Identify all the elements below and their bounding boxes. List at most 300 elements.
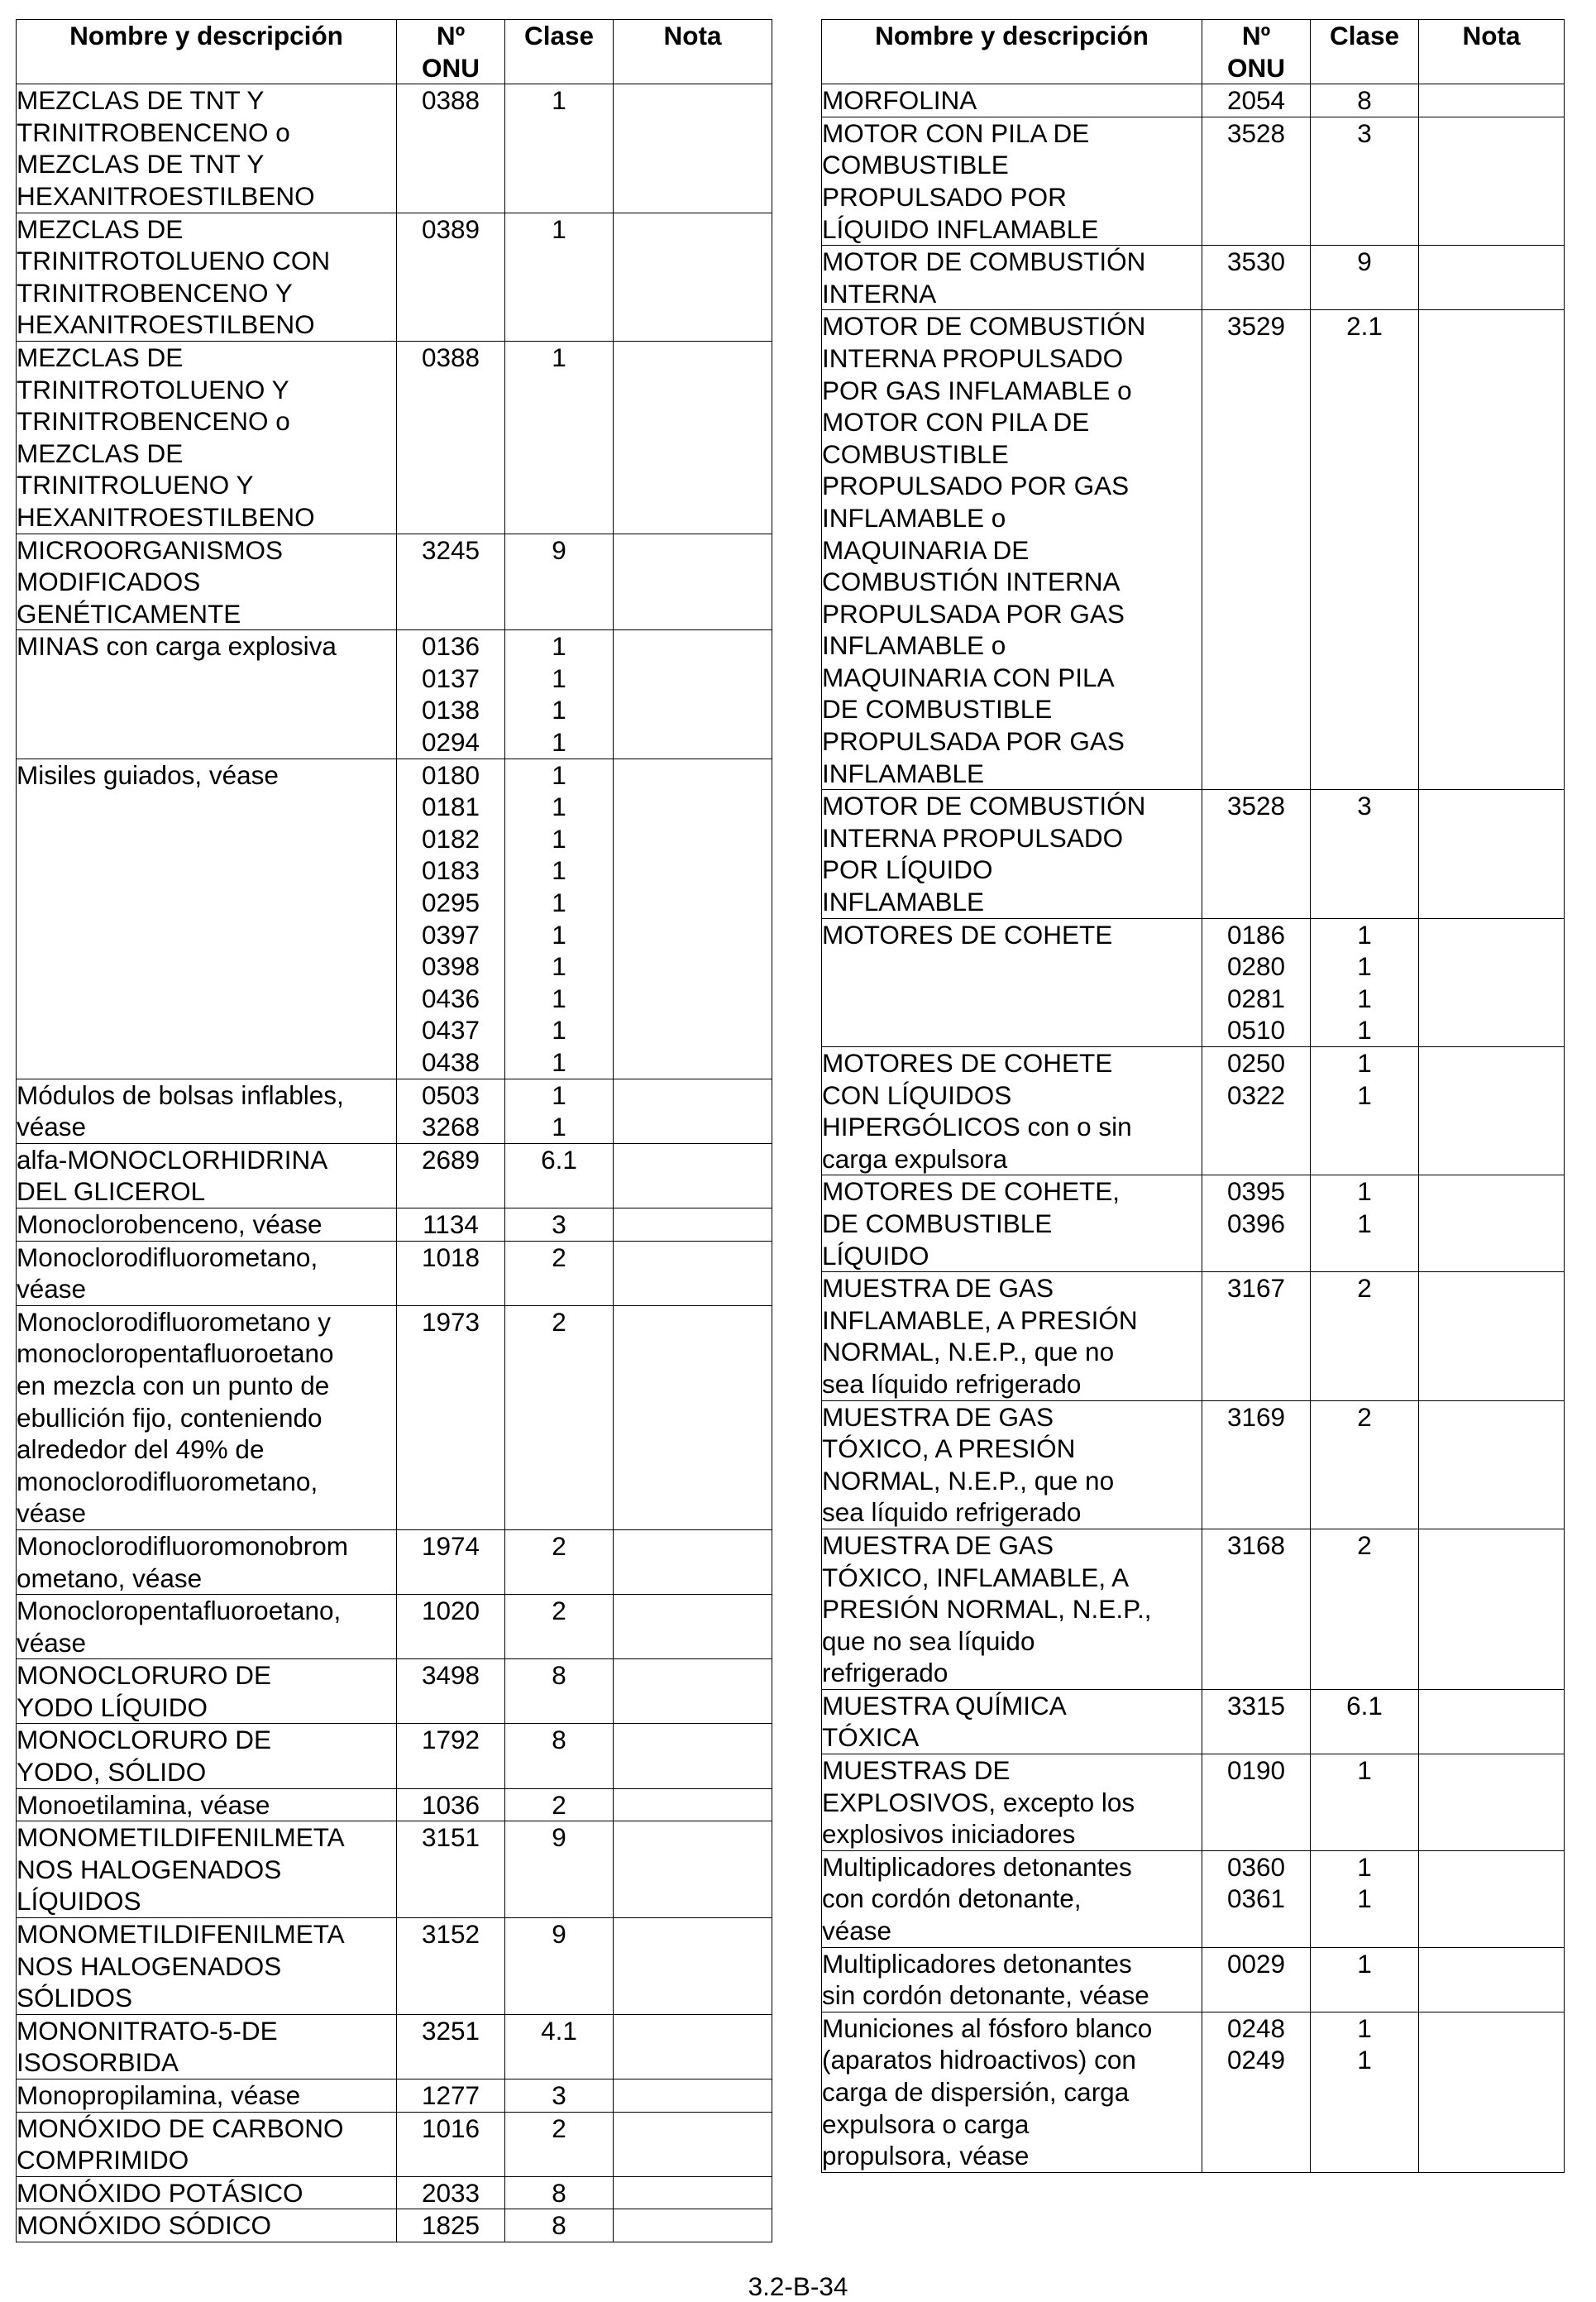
cell-name — [17, 84, 397, 213]
cell-onu-line: 3152 — [421, 1919, 480, 1950]
table-row — [17, 759, 772, 1079]
cell-clase — [1311, 1689, 1419, 1754]
cell-name — [822, 2012, 1202, 2172]
cell-name-line: MONÓXIDO DE CARBONO — [17, 2113, 344, 2143]
cell-name-line: MOTORES DE COHETE — [822, 1048, 1113, 1078]
header-onu-line: Nº — [1241, 21, 1271, 50]
cell-clase-line: 1 — [552, 823, 566, 854]
cell-onu-line: 0510 — [1226, 1015, 1286, 1046]
cell-onu — [1202, 1947, 1311, 2012]
table-row — [822, 918, 1565, 1046]
cell-onu — [1202, 1272, 1311, 1400]
cell-name-line: en mezcla con un punto de — [17, 1370, 330, 1400]
cell-onu-line: 3245 — [421, 534, 480, 565]
cell-name — [822, 117, 1202, 245]
table-row — [822, 790, 1565, 918]
cell-name-line: CON LÍQUIDOS — [822, 1079, 1012, 1110]
cell-onu-line: 0250 — [1226, 1048, 1286, 1078]
cell-name-line: COMBUSTIBLE — [822, 438, 1009, 469]
table-row — [822, 1689, 1565, 1754]
cell-onu-line: 3167 — [1226, 1273, 1286, 1304]
cell-name-line: TÓXICO, INFLAMABLE, A — [822, 1562, 1130, 1592]
cell-name-line: HIPERGÓLICOS con o sin — [822, 1112, 1132, 1142]
cell-clase-line: 1 — [1357, 1851, 1372, 1882]
cell-onu — [397, 1724, 505, 1788]
cell-name-line: TRINITROTOLUENO Y — [17, 374, 289, 404]
table-row — [17, 630, 772, 759]
cell-clase — [505, 341, 614, 534]
cell-name — [17, 2176, 397, 2209]
cell-name-line: sea líquido refrigerado — [822, 1368, 1082, 1399]
cell-nota — [614, 213, 772, 341]
cell-nota — [1419, 1400, 1565, 1529]
cell-name-line: MEZCLAS DE — [17, 213, 184, 244]
table-row — [17, 1079, 772, 1143]
cell-name-line: véase — [17, 1627, 87, 1658]
cell-name-line: POR GAS INFLAMABLE o — [822, 375, 1132, 405]
cell-clase-line: 1 — [1357, 1079, 1372, 1110]
cell-name — [17, 759, 397, 1079]
cell-onu-line: 0503 — [421, 1079, 480, 1110]
header-name: Nombre y descripción — [17, 20, 397, 84]
cell-onu-line: 0249 — [1226, 2045, 1286, 2075]
cell-name — [17, 2079, 397, 2113]
table-header-row — [17, 20, 772, 84]
header-onu-line: ONU — [422, 52, 480, 83]
cell-name-line: MONOCLORURO DE — [17, 1660, 272, 1691]
cell-name-line: Monoclorodifluorometano, — [17, 1242, 318, 1272]
cell-name — [822, 918, 1202, 1046]
cell-clase — [505, 1788, 614, 1821]
cell-name-line: EXPLOSIVOS, excepto los — [822, 1787, 1135, 1817]
cell-name — [822, 84, 1202, 117]
cell-name-line: Monopropilamina, véase — [17, 2080, 301, 2110]
cell-clase — [1311, 246, 1419, 310]
cell-name-line: que no sea líquido — [822, 1625, 1035, 1656]
cell-name-line: NORMAL, N.E.P., que no — [822, 1337, 1115, 1367]
cell-name-line: TRINITROTOLUENO CON — [17, 246, 331, 276]
cell-onu — [397, 2112, 505, 2176]
cell-name — [822, 1400, 1202, 1529]
table-row — [822, 1047, 1565, 1175]
table-row — [822, 1529, 1565, 1689]
cell-name-line: HEXANITROESTILBENO — [17, 309, 315, 340]
cell-clase — [505, 1208, 614, 1241]
cell-clase-line: 1 — [552, 983, 566, 1013]
cell-clase-line: 1 — [1357, 1048, 1372, 1078]
header-onu-line: Nº — [436, 21, 466, 50]
cell-name-line: MINAS con carga explosiva — [17, 631, 337, 662]
cell-onu-line: 1825 — [421, 2210, 480, 2241]
cell-onu-line: 0322 — [1226, 1079, 1286, 1110]
table-row — [17, 213, 772, 341]
table-row — [822, 2012, 1565, 2172]
cell-name — [17, 1529, 397, 1594]
cell-name — [822, 310, 1202, 790]
cell-clase-line: 6.1 — [1346, 1690, 1383, 1721]
page-number: 3.2-B-34 — [748, 2271, 848, 2301]
cell-name-line: SÓLIDOS — [17, 1983, 133, 2013]
cell-clase-line: 1 — [1357, 2012, 1372, 2043]
cell-name — [17, 1079, 397, 1143]
table-row — [17, 1529, 772, 1594]
cell-onu-line: 0183 — [421, 855, 480, 886]
cell-name-line: INFLAMABLE — [822, 887, 985, 917]
cell-name-line: NORMAL, N.E.P., que no — [822, 1465, 1115, 1496]
cell-onu-line: 0398 — [421, 951, 480, 982]
table-row — [17, 1595, 772, 1659]
cell-name — [17, 1821, 397, 1918]
cell-clase — [505, 213, 614, 341]
table-row — [822, 246, 1565, 310]
cell-name-line: MOTOR DE COMBUSTIÓN — [822, 311, 1146, 342]
table-row — [17, 1724, 772, 1788]
cell-nota — [1419, 1175, 1565, 1272]
cell-nota — [614, 2209, 772, 2242]
table-row — [17, 84, 772, 213]
cell-name-line: Multiplicadores detonantes — [822, 1851, 1132, 1882]
cell-name-line: NOS HALOGENADOS — [17, 1950, 282, 1981]
cell-nota — [614, 630, 772, 759]
table-row — [822, 1947, 1565, 2012]
cell-name-line: Multiplicadores detonantes — [822, 1948, 1132, 1979]
cell-clase — [505, 2176, 614, 2209]
cell-clase — [505, 759, 614, 1079]
cell-name-line: TRINITROBENCENO o — [17, 117, 290, 147]
cell-onu-line: 0248 — [1226, 2012, 1286, 2043]
cell-name-line: TRINITROBENCENO o — [17, 406, 290, 437]
table-header-row — [822, 20, 1565, 84]
table-row — [822, 1272, 1565, 1400]
cell-onu — [1202, 1529, 1311, 1689]
cell-name-line: TRINITROLUENO Y — [17, 470, 254, 500]
cell-name-line: MAQUINARIA DE — [822, 534, 1030, 565]
cell-onu-line: 0295 — [421, 888, 480, 918]
cell-onu — [397, 213, 505, 341]
cell-clase-line: 1 — [1357, 2045, 1372, 2075]
cell-onu-line: 3268 — [421, 1112, 480, 1142]
cell-onu — [397, 1143, 505, 1208]
cell-name — [17, 1659, 397, 1724]
cell-clase-line: 1 — [1357, 1883, 1372, 1914]
cell-onu-line: 0190 — [1226, 1755, 1286, 1786]
cell-onu-line: 0388 — [421, 85, 480, 116]
cell-nota — [1419, 117, 1565, 245]
cell-onu-line: 0360 — [1226, 1851, 1286, 1882]
cell-nota — [1419, 790, 1565, 918]
cell-clase-line: 9 — [552, 534, 566, 565]
cell-name-line: TÓXICA — [822, 1722, 920, 1753]
cell-nota — [1419, 1529, 1565, 1689]
cell-onu — [1202, 1047, 1311, 1175]
cell-nota — [614, 1918, 772, 2015]
cell-name-line: carga expulsora — [822, 1143, 1008, 1174]
cell-name-line: carga de dispersión, carga — [822, 2077, 1130, 2107]
cell-clase-line: 3 — [1357, 791, 1372, 821]
cell-clase — [505, 1918, 614, 2015]
cell-name-line: MEZCLAS DE — [17, 342, 184, 372]
cell-name — [17, 1305, 397, 1529]
cell-name-line: MOTOR CON PILA DE — [822, 407, 1090, 438]
cell-name — [17, 1595, 397, 1659]
header-clase: Clase — [1311, 20, 1419, 84]
cell-clase — [1311, 2012, 1419, 2172]
cell-name-line: COMPRIMIDO — [17, 2145, 189, 2175]
cell-onu-line: 0388 — [421, 342, 480, 372]
cell-name-line: LÍQUIDO INFLAMABLE — [822, 213, 1099, 244]
cell-name-line: MEZCLAS DE TNT Y — [17, 149, 265, 179]
cell-clase — [1311, 1947, 1419, 2012]
cell-name-line: ebullición fijo, conteniendo — [17, 1402, 323, 1433]
cell-name-line: MUESTRAS DE — [822, 1755, 1011, 1786]
cell-clase-line: 1 — [1357, 951, 1372, 982]
cell-clase-line: 1 — [552, 759, 566, 790]
cell-name — [822, 1047, 1202, 1175]
cell-clase — [1311, 1754, 1419, 1851]
cell-onu — [397, 1918, 505, 2015]
cell-name-line: HEXANITROESTILBENO — [17, 180, 315, 211]
cell-name-line: véase — [17, 1274, 87, 1304]
cell-name-line: DE COMBUSTIBLE — [822, 694, 1053, 725]
cell-clase-line: 9 — [552, 1822, 566, 1853]
cell-nota — [1419, 1754, 1565, 1851]
cell-onu — [397, 1305, 505, 1529]
cell-clase-line: 1 — [552, 1079, 566, 1110]
cell-name-line: MOTOR DE COMBUSTIÓN — [822, 246, 1146, 277]
table-row — [17, 341, 772, 534]
cell-name-line: ometano, véase — [17, 1563, 203, 1593]
cell-onu-line: 0361 — [1226, 1883, 1286, 1914]
cell-clase-line: 1 — [1357, 1176, 1372, 1207]
cell-nota — [614, 2112, 772, 2176]
cell-onu-line: 1792 — [421, 1725, 480, 1755]
cell-clase-line: 1 — [552, 888, 566, 918]
cell-clase-line: 1 — [552, 695, 566, 725]
cell-nota — [614, 84, 772, 213]
cell-nota — [1419, 1272, 1565, 1400]
cell-name-line: HEXANITROESTILBENO — [17, 501, 315, 532]
cell-onu-line: 1277 — [421, 2080, 480, 2110]
cell-onu-line: 0136 — [421, 631, 480, 662]
cell-clase — [505, 630, 614, 759]
cell-nota — [614, 1143, 772, 1208]
cell-clase-line: 8 — [552, 2210, 566, 2241]
cell-clase-line: 1 — [552, 1112, 566, 1142]
cell-onu — [397, 2079, 505, 2113]
cell-name-line: INFLAMABLE o — [822, 502, 1006, 533]
cell-onu-line: 0397 — [421, 919, 480, 950]
cell-clase-line: 1 — [1357, 1948, 1372, 1979]
cell-clase — [505, 1659, 614, 1724]
cell-clase-line: 1 — [552, 631, 566, 662]
cell-onu-line: 0029 — [1226, 1948, 1286, 1979]
table-row — [17, 1241, 772, 1305]
cell-onu-line: 2033 — [421, 2177, 480, 2208]
cell-clase — [505, 1143, 614, 1208]
cell-onu-line: 0137 — [421, 663, 480, 693]
cell-onu — [1202, 1175, 1311, 1272]
cell-onu — [397, 630, 505, 759]
table-row — [17, 1918, 772, 2015]
cell-clase — [1311, 1272, 1419, 1400]
table-row — [17, 2176, 772, 2209]
cell-onu-line: 0438 — [421, 1047, 480, 1077]
cell-onu — [397, 759, 505, 1079]
cell-clase-line: 6.1 — [541, 1144, 577, 1175]
cell-nota — [614, 341, 772, 534]
cell-nota — [614, 1241, 772, 1305]
table-row — [822, 1175, 1565, 1272]
cell-clase — [505, 1821, 614, 1918]
cell-onu-line: 1974 — [421, 1530, 480, 1561]
cell-clase — [1311, 1400, 1419, 1529]
cell-name — [17, 1241, 397, 1305]
cell-name-line: MOTOR CON PILA DE — [822, 117, 1090, 148]
cell-name-line: MORFOLINA — [822, 85, 977, 116]
cell-name — [17, 1724, 397, 1788]
cell-onu-line: 1018 — [421, 1242, 480, 1272]
cell-name-line: Monoclorodifluoromonobrom — [17, 1530, 348, 1561]
header-onu-line: ONU — [1227, 52, 1285, 83]
cell-onu-line: 3530 — [1226, 246, 1286, 277]
cell-name-line: MOTORES DE COHETE — [822, 919, 1113, 950]
cell-name-line: MODIFICADOS — [17, 567, 201, 597]
cell-clase — [505, 2112, 614, 2176]
cell-name — [17, 1918, 397, 2015]
cell-onu — [1202, 246, 1311, 310]
cell-onu-line: 0182 — [421, 823, 480, 854]
cell-name-line: MEZCLAS DE TNT Y — [17, 85, 265, 116]
cell-name — [17, 2209, 397, 2242]
cell-nota — [614, 534, 772, 630]
table-row — [822, 84, 1565, 117]
cell-onu-line: 3528 — [1226, 117, 1286, 148]
cell-name-line: Municiones al fósforo blanco — [822, 2012, 1153, 2043]
cell-clase — [1311, 1047, 1419, 1175]
cell-name — [822, 1850, 1202, 1947]
cell-onu-line: 3315 — [1226, 1690, 1286, 1721]
cell-onu — [1202, 1400, 1311, 1529]
cell-onu-line: 3151 — [421, 1822, 480, 1853]
cell-name-line: INFLAMABLE, A PRESIÓN — [822, 1304, 1138, 1335]
cell-onu-line: 3168 — [1226, 1529, 1286, 1560]
cell-nota — [614, 759, 772, 1079]
cell-name-line: COMBUSTIBLE — [822, 150, 1009, 180]
cell-onu-line: 1973 — [421, 1306, 480, 1337]
cell-clase-line: 1 — [552, 951, 566, 982]
cell-nota — [1419, 1850, 1565, 1947]
table-row — [17, 2209, 772, 2242]
cell-name-line: MONÓXIDO POTÁSICO — [17, 2177, 303, 2208]
cell-clase-line: 2.1 — [1346, 311, 1383, 342]
cell-onu — [1202, 1754, 1311, 1851]
cell-name-line: refrigerado — [822, 1658, 949, 1688]
table-row — [822, 1754, 1565, 1851]
cell-nota — [614, 1305, 772, 1529]
table-row — [17, 1305, 772, 1529]
cell-name-line: INTERNA — [822, 278, 937, 309]
table-row — [17, 1143, 772, 1208]
cell-nota — [1419, 1047, 1565, 1175]
cell-clase-line: 1 — [552, 919, 566, 950]
cell-name-line: MICROORGANISMOS — [17, 534, 284, 565]
cell-name-line: LÍQUIDO — [822, 1240, 929, 1271]
cell-name — [17, 1788, 397, 1821]
cell-name-line: MUESTRA DE GAS — [822, 1273, 1054, 1304]
dangerous-goods-table-right — [821, 19, 1565, 2173]
cell-clase — [1311, 790, 1419, 918]
cell-clase-line: 2 — [1357, 1529, 1372, 1560]
cell-clase — [505, 2014, 614, 2079]
cell-name — [17, 2014, 397, 2079]
cell-clase-line: 3 — [552, 2080, 566, 2110]
table-row — [822, 1400, 1565, 1529]
cell-name — [17, 341, 397, 534]
cell-onu — [1202, 2012, 1311, 2172]
cell-onu-line: 3528 — [1226, 791, 1286, 821]
cell-nota — [1419, 246, 1565, 310]
cell-onu — [1202, 1689, 1311, 1754]
cell-name-line: INTERNA PROPULSADO — [822, 822, 1124, 853]
cell-onu-line: 0138 — [421, 695, 480, 725]
cell-clase-line: 1 — [1357, 1208, 1372, 1238]
cell-name — [822, 1947, 1202, 2012]
cell-onu — [397, 534, 505, 630]
cell-name-line: Monoclorobenceno, véase — [17, 1208, 323, 1239]
cell-onu — [397, 1208, 505, 1241]
cell-name-line: MOTORES DE COHETE, — [822, 1176, 1120, 1207]
cell-clase-line: 8 — [552, 1725, 566, 1755]
cell-clase-line: 8 — [1357, 85, 1372, 116]
cell-name-line: alfa-MONOCLORHIDRINA — [17, 1144, 328, 1175]
table-row — [17, 2112, 772, 2176]
cell-name-line: INFLAMABLE — [822, 758, 985, 788]
table-row — [822, 310, 1565, 790]
cell-onu — [1202, 310, 1311, 790]
cell-name-line: (aparatos hidroactivos) con — [822, 2045, 1136, 2075]
cell-clase — [505, 2079, 614, 2113]
cell-name-line: COMBUSTIÓN INTERNA — [822, 567, 1121, 597]
cell-name-line: ISOSORBIDA — [17, 2047, 179, 2078]
table-row — [17, 1208, 772, 1241]
cell-nota — [1419, 1947, 1565, 2012]
cell-onu-line: 3529 — [1226, 311, 1286, 342]
cell-onu-line: 1036 — [421, 1789, 480, 1820]
cell-name-line: MAQUINARIA CON PILA — [822, 662, 1115, 692]
cell-name-line: MOTOR DE COMBUSTIÓN — [822, 791, 1146, 821]
cell-clase — [1311, 918, 1419, 1046]
cell-clase-line: 1 — [552, 663, 566, 693]
table-row — [17, 2014, 772, 2079]
cell-name-line: INFLAMABLE o — [822, 630, 1006, 661]
cell-name-line: véase — [17, 1498, 87, 1529]
cell-onu — [397, 1595, 505, 1659]
cell-name-line: MONOCLORURO DE — [17, 1725, 272, 1755]
cell-name-line: PRESIÓN NORMAL, N.E.P., — [822, 1594, 1152, 1625]
cell-onu-line: 0395 — [1226, 1176, 1286, 1207]
cell-onu-line: 3251 — [421, 2015, 480, 2046]
cell-clase-line: 3 — [552, 1208, 566, 1239]
cell-name-line: MEZCLAS DE — [17, 438, 184, 468]
cell-name-line: Módulos de bolsas inflables, — [17, 1079, 344, 1110]
header-name: Nombre y descripción — [822, 20, 1202, 84]
cell-clase — [505, 1305, 614, 1529]
cell-clase-line: 2 — [552, 1530, 566, 1561]
cell-clase — [505, 2209, 614, 2242]
table-row — [822, 1850, 1565, 1947]
cell-clase-line: 2 — [552, 1306, 566, 1337]
cell-nota — [614, 2079, 772, 2113]
